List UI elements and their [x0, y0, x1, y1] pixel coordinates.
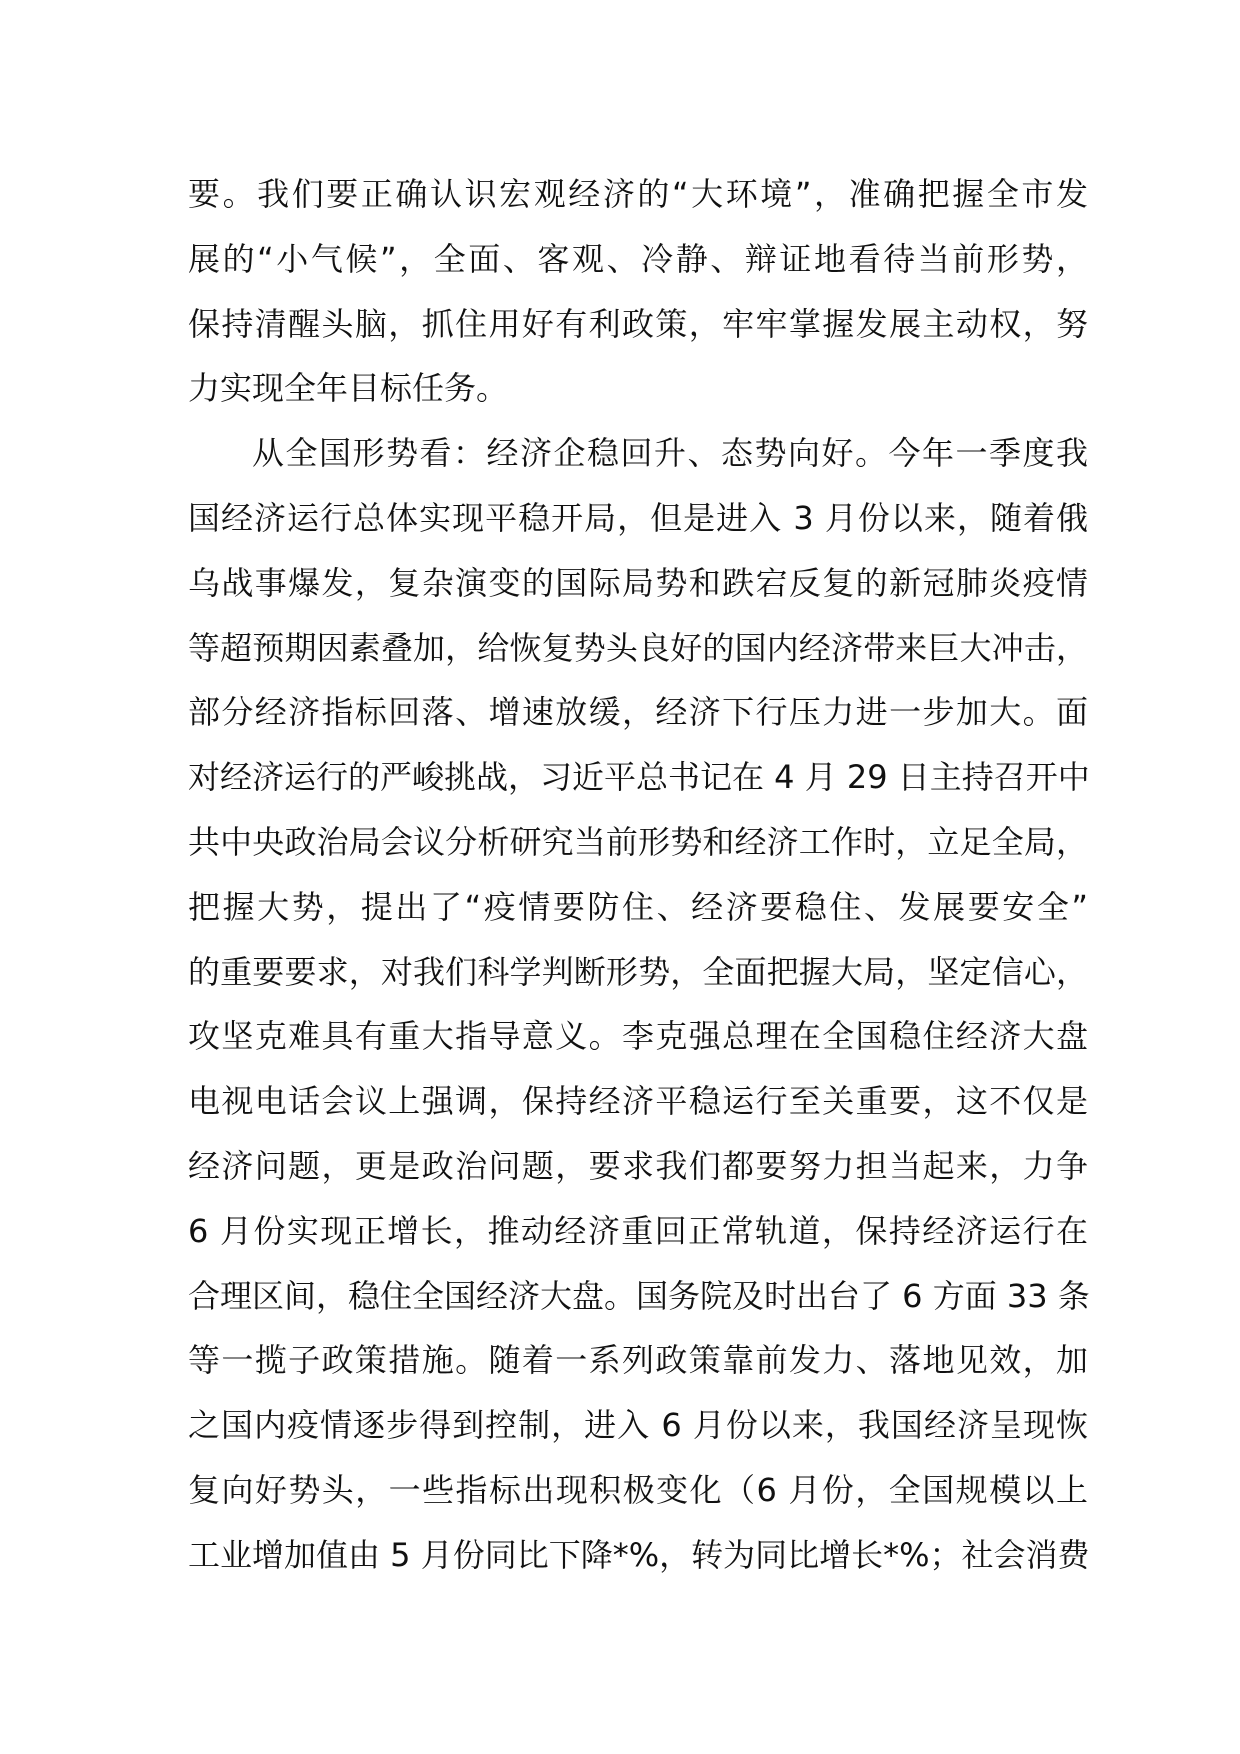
text-line: 部分经济指标回落、增速放缓，经济下行压力进一步加大。面: [188, 693, 1088, 732]
text-line: 攻坚克难具有重大指导意义。李克强总理在全国稳住经济大盘: [188, 1017, 1088, 1056]
text-line: 等一揽子政策措施。随着一系列政策靠前发力、落地见效，加: [188, 1341, 1088, 1380]
text-line: 合理区间，稳住全国经济大盘。国务院及时出台了 6 方面 33 条: [188, 1276, 1090, 1315]
text-line: 电视电话会议上强调，保持经济平稳运行至关重要，这不仅是: [188, 1082, 1088, 1121]
text-line: 要。我们要正确认识宏观经济的“大环境”，准确把握全市发: [188, 175, 1088, 213]
paragraph-first-line: 从全国形势看：经济企稳回升、态势向好。今年一季度我: [252, 434, 1088, 473]
text-line: 共中央政治局会议分析研究当前形势和经济工作时，立足全局，: [188, 822, 1088, 861]
text-line: 乌战事爆发，复杂演变的国际局势和跌宕反复的新冠肺炎疫情: [188, 563, 1088, 602]
text-line: 6 月份实现正增长，推动经济重回正常轨道，保持经济运行在: [188, 1211, 1088, 1250]
text-line: 经济问题，更是政治问题，要求我们都要努力担当起来，力争: [188, 1146, 1088, 1185]
body-text: [188, 162, 1088, 1588]
text-line: 对经济运行的严峻挑战，习近平总书记在 4 月 29 日主持召开中: [188, 758, 1090, 797]
text-line: 保持清醒头脑，抓住用好有利政策，牢牢掌握发展主动权，努: [188, 304, 1088, 343]
text-line: 的重要要求，对我们科学判断形势，全面把握大局，坚定信心，: [188, 952, 1088, 991]
text-line: 等超预期因素叠加，给恢复势头良好的国内经济带来巨大冲击，: [188, 628, 1088, 667]
text-line: 工业增加值由 5 月份同比下降*%，转为同比增长*%；社会消费: [188, 1535, 1090, 1574]
text-line: 国经济运行总体实现平稳开局，但是进入 3 月份以来，随着俄: [188, 498, 1088, 537]
text-line: 力实现全年目标任务。: [188, 369, 509, 408]
text-line: 复向好势头，一些指标出现积极变化（6 月份，全国规模以上: [188, 1470, 1088, 1509]
text-line: 展的“小气候”，全面、客观、冷静、辩证地看待当前形势，: [188, 239, 1088, 278]
text-line: 把握大势，提出了“疫情要防住、经济要稳住、发展要安全”: [188, 887, 1088, 926]
text-line: 之国内疫情逐步得到控制，进入 6 月份以来，我国经济呈现恢: [188, 1406, 1088, 1445]
